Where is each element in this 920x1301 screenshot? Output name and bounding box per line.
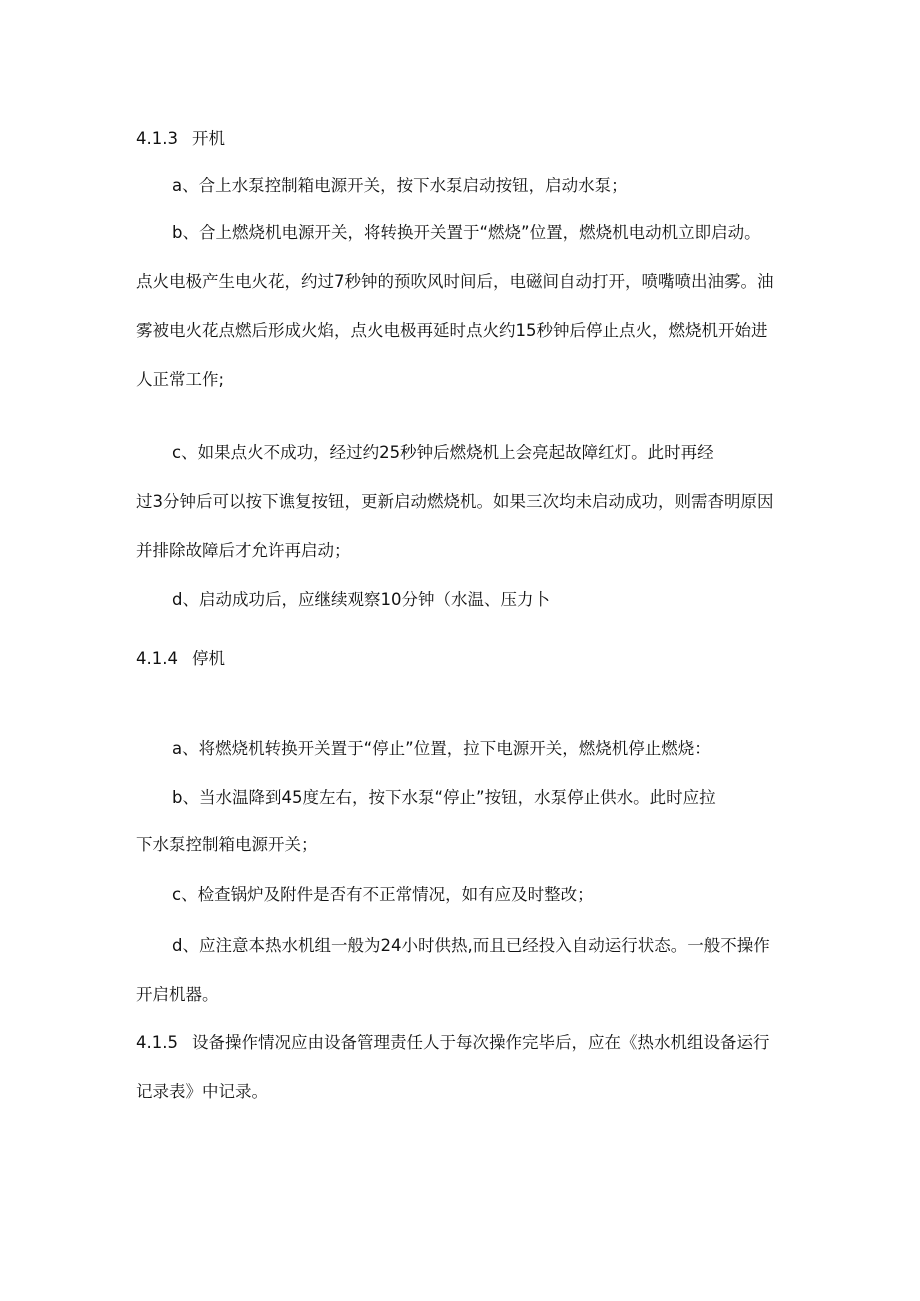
heading-4-1-4 — [136, 648, 225, 670]
paragraph-4-1-4-d-line-1: d、应注意本热水机组一般为24小时供热,而且已经投入自动运行状态。一般不操作 — [172, 936, 770, 955]
paragraph-4-1-3-d: d、启动成功后，应继续观察10分钟（水温、压力卜 — [172, 590, 550, 609]
section-title: 停机 — [192, 649, 225, 668]
paragraph-4-1-3-c-line-1: c、如果点火不成功，经过约25秒钟后燃烧机上会亮起故障红灯。此时再经 — [172, 443, 714, 462]
paragraph-4-1-4-b-line-1: b、当水温降到45度左右，按下水泵“停止”按钮，水泵停止供水。此时应拉 — [172, 788, 716, 807]
paragraph-4-1-5-line-2: 记录表》中记录。 — [136, 1082, 268, 1101]
paragraph-4-1-3-b-line-1: b、合上燃烧机电源开关，将转换开关置于“燃烧”位置，燃烧机电动机立即启动。 — [172, 223, 761, 242]
paragraph-4-1-4-c: c、检查锅炉及附件是否有不正常情况，如有应及时整改； — [172, 885, 594, 904]
section-number: 4.1.5 — [136, 1033, 178, 1052]
paragraph-4-1-3-b-line-2: 点火电极产生电火花，约过7秒钟的预吹风时间后，电磁间自动打开，喷嘴喷出油雾。油 — [136, 272, 774, 291]
section-text: 设备操作情况应由设备管理责任人于每次操作完毕后，应在《热水机组设备运行 — [192, 1033, 770, 1052]
paragraph-4-1-3-b-line-3: 雾被电火花点燃后形成火焰，点火电极再延时点火约15秒钟后停止点火，燃烧机开始进 — [136, 321, 768, 340]
paragraph-4-1-3-b-line-4: 人正常工作; — [136, 370, 225, 389]
paragraph-4-1-3-c-line-3: 并排除故障后才允许再启动； — [136, 541, 351, 560]
paragraph-4-1-4-d-line-2: 开启机器。 — [136, 985, 219, 1004]
section-number: 4.1.4 — [136, 649, 178, 668]
paragraph-4-1-4-b-line-2: 下水泵控制箱电源开关； — [136, 835, 318, 854]
paragraph-4-1-5-line-1 — [136, 1032, 770, 1054]
heading-4-1-3 — [136, 128, 225, 150]
section-number: 4.1.3 — [136, 129, 178, 148]
paragraph-4-1-3-c-line-2: 过3分钟后可以按下谯复按钮，更新启动燃烧机。如果三次均未启动成功，则需杳明原因 — [136, 492, 774, 511]
paragraph-4-1-3-a: a、合上水泵控制箱电源开关，按下水泵启动按钮，启动水泵； — [172, 176, 628, 195]
section-title: 开机 — [192, 129, 225, 148]
paragraph-4-1-4-a: a、将燃烧机转换开关置于“停止”位置，拉下电源开关，燃烧机停止燃烧： — [172, 739, 711, 758]
